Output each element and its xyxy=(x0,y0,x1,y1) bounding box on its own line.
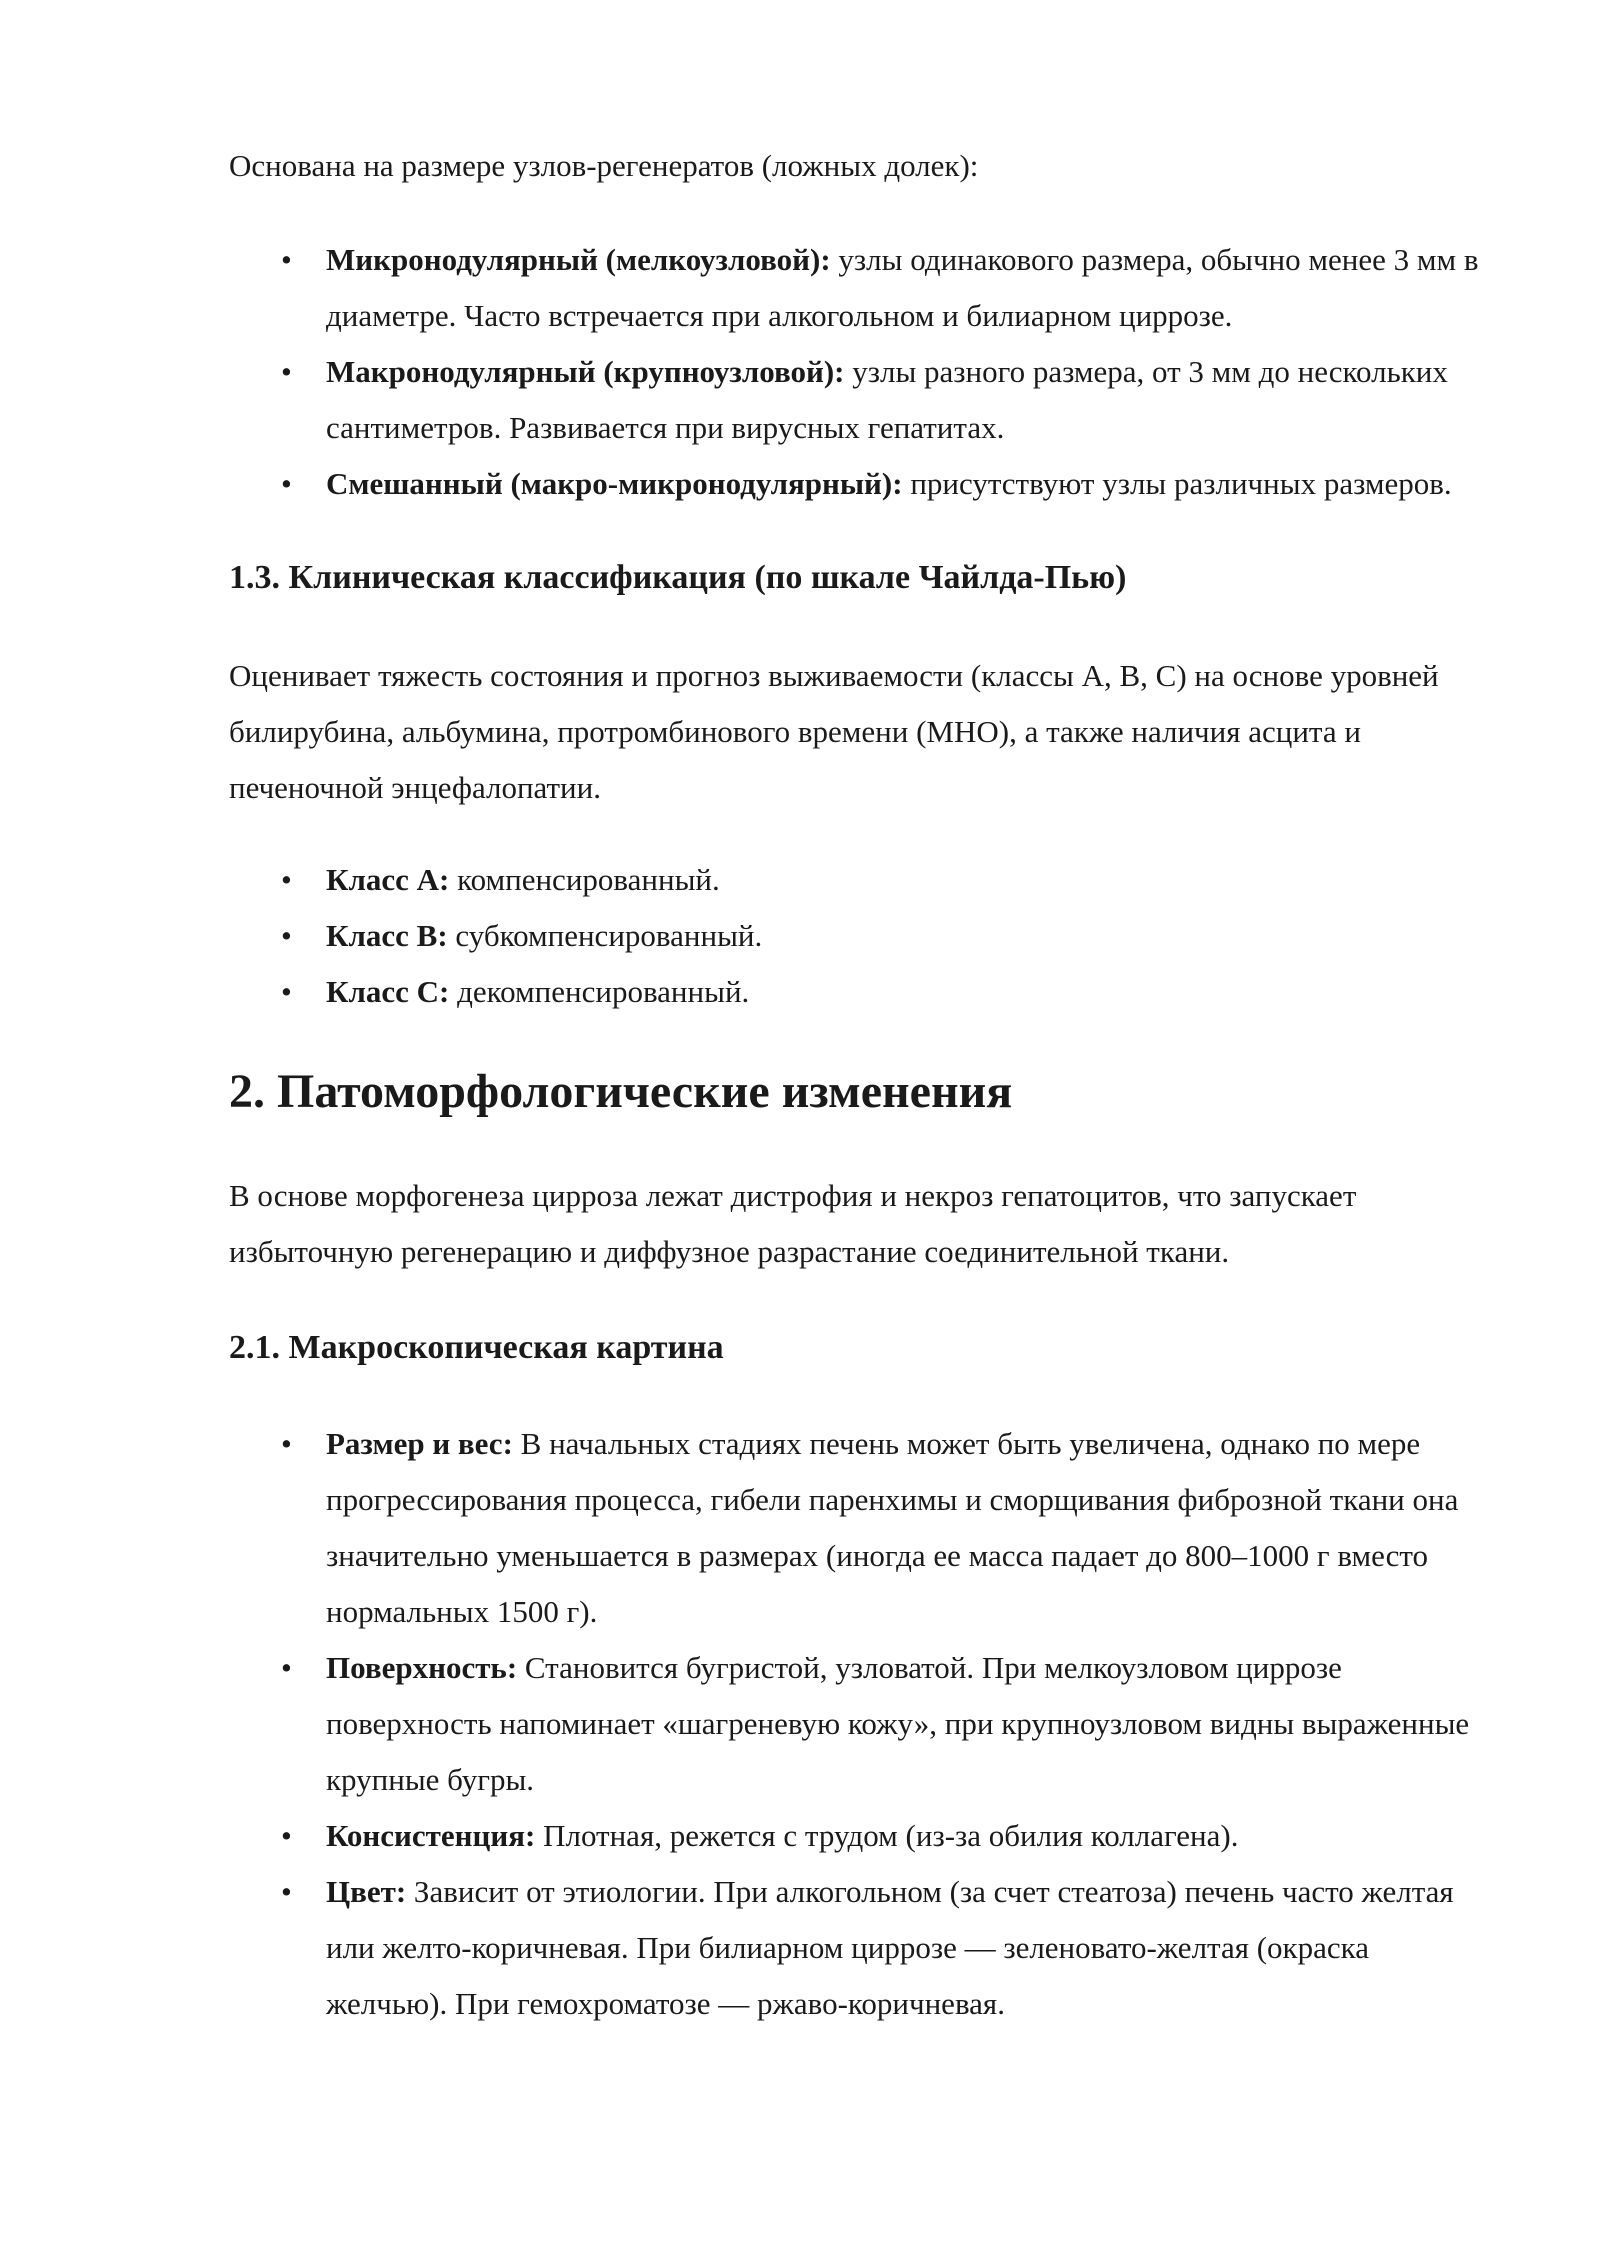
list-item xyxy=(229,1864,1479,2032)
list-item-text: присутствуют узлы различных размеров. xyxy=(902,466,1452,501)
list-item-label: Класс B: xyxy=(326,918,448,953)
list-item-text: Плотная, режется с трудом (из-за обилия коллагена). xyxy=(535,1818,1239,1853)
intro-paragraph: Основана на размере узлов-регенератов (ложных долек): xyxy=(229,148,979,183)
list-item-text: узлы разного размера, от 3 мм до нескольких сантиметров. Развивается при вирусных гепатитах. xyxy=(326,354,1448,445)
list-item-label: Консистенция: xyxy=(326,1818,536,1853)
list-item-text: декомпенсированный. xyxy=(449,974,750,1009)
section-heading-2-1: 2.1. Макроскопическая картина xyxy=(229,1329,724,1366)
list-item xyxy=(229,344,1479,456)
list-item xyxy=(229,1640,1479,1808)
list-item xyxy=(229,456,1479,512)
macroscopic-list xyxy=(229,1416,1479,2032)
list-item-label: Макронодулярный (крупноузловой): xyxy=(326,354,845,389)
bullet-icon: • xyxy=(281,242,292,277)
list-item-label: Микронодулярный (мелкоузловой): xyxy=(326,242,831,277)
list-item xyxy=(229,852,1479,908)
morphology-list xyxy=(229,232,1479,512)
section-2-paragraph: В основе морфогенеза цирроза лежат дистрофия и некроз гепатоцитов, что запускает избыточную регенерацию и диффузное разрастание соединительной ткани. xyxy=(229,1178,1357,1269)
list-item-label: Размер и вес: xyxy=(326,1426,513,1461)
bullet-icon: • xyxy=(281,974,292,1009)
list-item-label: Цвет: xyxy=(326,1874,407,1909)
list-item xyxy=(229,232,1479,344)
section-heading-1-3: 1.3. Клиническая классификация (по шкале Чайлда-Пью) xyxy=(229,559,1127,596)
list-item xyxy=(229,1808,1479,1864)
list-item-text: субкомпенсированный. xyxy=(447,918,763,953)
list-item xyxy=(229,908,1479,964)
bullet-icon: • xyxy=(281,1818,292,1853)
section-heading-2: 2. Патоморфологические изменения xyxy=(229,1065,1013,1118)
bullet-icon: • xyxy=(281,1874,292,1909)
list-item-label: Поверхность: xyxy=(326,1650,518,1685)
bullet-icon: • xyxy=(281,466,292,501)
list-item-text: Зависит от этиологии. При алкогольном (за счет стеатоза) печень часто желтая или желто-коричневая. При билиарном циррозе — зеленовато-желтая (окраска желчью). При гемохроматозе — ржаво-коричневая. xyxy=(326,1874,1454,2021)
bullet-icon: • xyxy=(281,862,292,897)
list-item-label: Класс A: xyxy=(326,862,450,897)
section-1-3-paragraph: Оценивает тяжесть состояния и прогноз выживаемости (классы A, B, C) на основе уровней билирубина, альбумина, протромбинового времени (МНО), а также наличия асцита и печеночной энцефалопатии. xyxy=(229,658,1439,805)
bullet-icon: • xyxy=(281,1650,292,1685)
list-item-text: Становится бугристой, узловатой. При мелкоузловом циррозе поверхность напоминает «шагреневую кожу», при крупноузловом видны выраженные крупные бугры. xyxy=(326,1650,1470,1797)
list-item xyxy=(229,1416,1479,1640)
document-page xyxy=(229,138,1479,2032)
bullet-icon: • xyxy=(281,354,292,389)
bullet-icon: • xyxy=(281,918,292,953)
list-item-text: В начальных стадиях печень может быть увеличена, однако по мере прогрессирования процесса, гибели паренхимы и сморщивания фиброзной ткани она значительно уменьшается в размерах (иногда ее масса падает до 800–1000 г вместо нормальных 1500 г). xyxy=(326,1426,1459,1629)
list-item xyxy=(229,964,1479,1020)
bullet-icon: • xyxy=(281,1426,292,1461)
list-item-text: компенсированный. xyxy=(449,862,720,897)
child-pugh-class-list xyxy=(229,852,1479,1020)
list-item-label: Смешанный (макро-микронодулярный): xyxy=(326,466,903,501)
list-item-label: Класс C: xyxy=(326,974,450,1009)
list-item-text: узлы одинакового размера, обычно менее 3 мм в диаметре. Часто встречается при алкогольном и билиарном циррозе. xyxy=(326,242,1479,333)
